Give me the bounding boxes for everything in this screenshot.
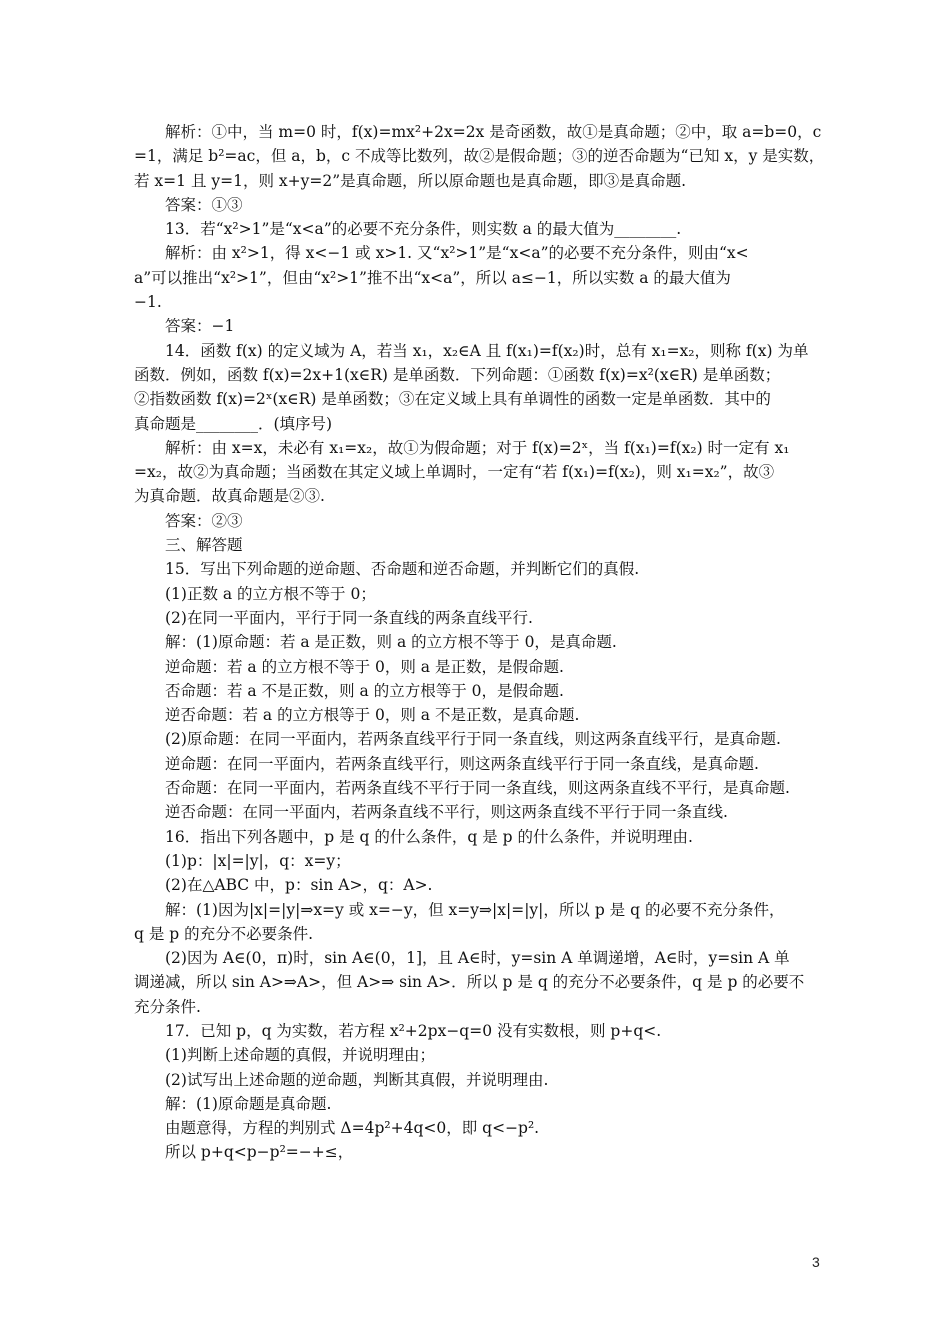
text-line: 为真命题．故真命题是②③. (134, 487, 325, 506)
text-line: 答案：②③ (165, 511, 243, 530)
text-line: 答案：−1 (165, 317, 235, 336)
text-line: 逆命题：若 a 的立方根不等于 0，则 a 是正数，是假命题. (165, 657, 564, 676)
text-line: 否命题：在同一平面内，若两条直线不平行于同一条直线，则这两条直线不平行，是真命题. (165, 779, 790, 798)
text-line: ②指数函数 f(x)=2ˣ(x∈R) 是单函数；③在定义域上具有单调性的函数一定是单函数．其中的 (134, 390, 771, 409)
text-line: 答案：①③ (165, 195, 243, 214)
text-line: 13．若“x²>1”是“x<a”的必要不充分条件，则实数 a 的最大值为________. (165, 220, 682, 239)
text-line: 逆命题：在同一平面内，若两条直线平行，则这两条直线平行于同一条直线，是真命题. (165, 754, 759, 773)
text-line: (2)试写出上述命题的逆命题，判断其真假，并说明理由. (165, 1070, 549, 1089)
text-line: (2)在同一平面内，平行于同一条直线的两条直线平行. (165, 608, 533, 627)
text-line: 调递减，所以 sin A>⇒A>，但 A>⇒ sin A>．所以 p 是 q 的充分不必要条件，q 是 p 的必要不 (134, 973, 805, 992)
text-line: (2)在△ABC 中，p：sin A>，q：A>. (165, 876, 433, 895)
text-line: (2)原命题：在同一平面内，若两条直线平行于同一条直线，则这两条直线平行，是真命题. (165, 730, 781, 749)
text-line: 解：(1)因为|x|=|y|⇒x=y 或 x=−y，但 x=y⇒|x|=|y|，所以 p 是 q 的必要不充分条件， (165, 900, 785, 919)
text-line: 否命题：若 a 不是正数，则 a 的立方根等于 0，是假命题. (165, 681, 564, 700)
text-line: q 是 p 的充分不必要条件. (134, 924, 314, 943)
text-line: 16．指出下列各题中，p 是 q 的什么条件，q 是 p 的什么条件，并说明理由. (165, 827, 693, 846)
text-line: 逆否命题：在同一平面内，若两条直线不平行，则这两条直线不平行于同一条直线. (165, 803, 728, 822)
text-line: 逆否命题：若 a 的立方根等于 0，则 a 不是正数，是真命题. (165, 706, 580, 725)
text-line: (1)判断上述命题的真假，并说明理由； (165, 1046, 435, 1065)
text-line: 15．写出下列命题的逆命题、否命题和逆否命题，并判断它们的真假. (165, 560, 640, 579)
text-line: 函数．例如，函数 f(x)=2x+1(x∈R) 是单函数．下列命题：①函数 f(x)=x²(x∈R) 是单函数； (134, 365, 781, 384)
page-number: 3 (812, 1254, 820, 1270)
text-line: 由题意得，方程的判别式 Δ=4p²+4q<0，即 q<−p². (165, 1119, 540, 1138)
document-body (134, 120, 825, 1165)
text-line: −1. (134, 293, 162, 312)
text-line: 17．已知 p，q 为实数，若方程 x²+2px−q=0 没有实数根，则 p+q<. (165, 1021, 662, 1040)
text-line: 解：(1)原命题是真命题. (165, 1094, 332, 1113)
text-line: 若 x=1 且 y=1，则 x+y=2”是真命题，所以原命题也是真命题，即③是真命题. (134, 171, 687, 190)
text-line: 真命题是________．(填序号) (134, 414, 333, 433)
text-line: =1，满足 b²=ac，但 a，b，c 不成等比数列，故②是假命题；③的逆否命题为“已知 x，y 是实数， (134, 147, 825, 166)
text-line: 充分条件. (134, 997, 201, 1016)
text-line: =x₂，故②为真命题；当函数在其定义域上单调时，一定有“若 f(x₁)=f(x₂)，则 x₁=x₂”，故③ (134, 463, 775, 482)
text-line: 解析：由 x=x，未必有 x₁=x₂，故①为假命题；对于 f(x)=2ˣ，当 f(x₁)=f(x₂) 时一定有 x₁ (165, 438, 790, 457)
text-line: 14．函数 f(x) 的定义域为 A，若当 x₁，x₂∈A 且 f(x₁)=f(x₂)时，总有 x₁=x₂，则称 f(x) 为单 (165, 341, 809, 360)
text-line: 解析：由 x²>1，得 x<−1 或 x>1. 又“x²>1”是“x<a”的必要不充分条件，则由“x< (165, 244, 749, 263)
text-line: 三、解答题 (165, 536, 243, 555)
text-line: (1)p：|x|=|y|，q：x=y； (165, 851, 351, 870)
text-line: (1)正数 a 的立方根不等于 0； (165, 584, 376, 603)
text-line: 所以 p+q<p−p²=−+≤， (165, 1143, 354, 1162)
text-line: a”可以推出“x²>1”，但由“x²>1”推不出“x<a”，所以 a≤−1，所以实数 a 的最大值为 (134, 268, 731, 287)
text-line: 解析：①中，当 m=0 时，f(x)=mx²+2x=2x 是奇函数，故①是真命题；②中，取 a=b=0，c (165, 123, 822, 141)
text-line: (2)因为 A∈(0，π)时，sin A∈(0，1]，且 A∈时，y=sin A 单调递增，A∈时，y=sin A 单 (165, 949, 790, 968)
text-line: 解：(1)原命题：若 a 是正数，则 a 的立方根不等于 0，是真命题. (165, 633, 617, 652)
